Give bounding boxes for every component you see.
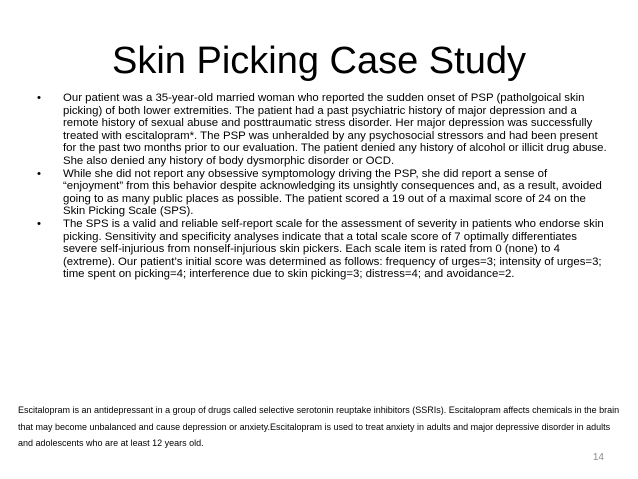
bullet-text: Our patient was a 35-year-old married woman who reported the sudden onset of PSP (patholgoical skin picking) of both lower extremities. The patient had a past psychiatric history of major depression and a remote history of sexual abuse and posttraumatic stress disorder. Her major depression was successfully treated with escitalopram*. The PSP was unheralded by any psychosocial stressors and had been present for the past two months prior to our evaluation. The patient denied any history of alcohol or illicit drug abuse. She also denied any history of body dysmorphic disorder or OCD. (63, 92, 607, 167)
bullet-item (30, 92, 610, 168)
bullet-marker: • (37, 92, 41, 104)
bullet-marker: • (37, 167, 41, 180)
bullet-item (30, 218, 610, 281)
bullet-text: While she did not report any obsessive symptomology driving the PSP, she did report a sense of “enjoyment” from this behavior despite acknowledging its unsightly consequences and, as a result, avoided going to as many public places as possible. The patient scored a 19 out of a maximal score of 24 on the Skin Picking Scale (SPS). (63, 167, 602, 218)
slide-title: Skin Picking Case Study (112, 40, 526, 82)
footnote: Escitalopram is an antidepressant in a group of drugs called selective serotonin reuptake inhibitors (SSRIs). Escitalopram affects chemicals in the brain that may become unbalanced and cause depression or anxiety.Escitalopram is used to treat anxiety in adults and major depressive disorder in adults and adolescents who are at least 12 years old. (18, 405, 620, 448)
bullet-item (30, 168, 610, 218)
bullet-text: The SPS is a valid and reliable self-report scale for the assessment of severity in patients who endorse skin picking. Sensitivity and specificity analyses indicate that a total scale score of 7 optimally differentiates severe self-injurious from nonself-injurious skin pickers. Each scale item is rated from 0 (none) to 4 (extreme). Our patient’s initial score was determined as follows: frequency of urges=3; intensity of urges=3; time spent on picking=4; interference due to skin picking=3; distress=4; and avoidance=2. (63, 217, 604, 281)
bullet-list (30, 92, 610, 281)
bullet-marker: • (37, 217, 41, 230)
page-number: 14 (592, 452, 604, 463)
